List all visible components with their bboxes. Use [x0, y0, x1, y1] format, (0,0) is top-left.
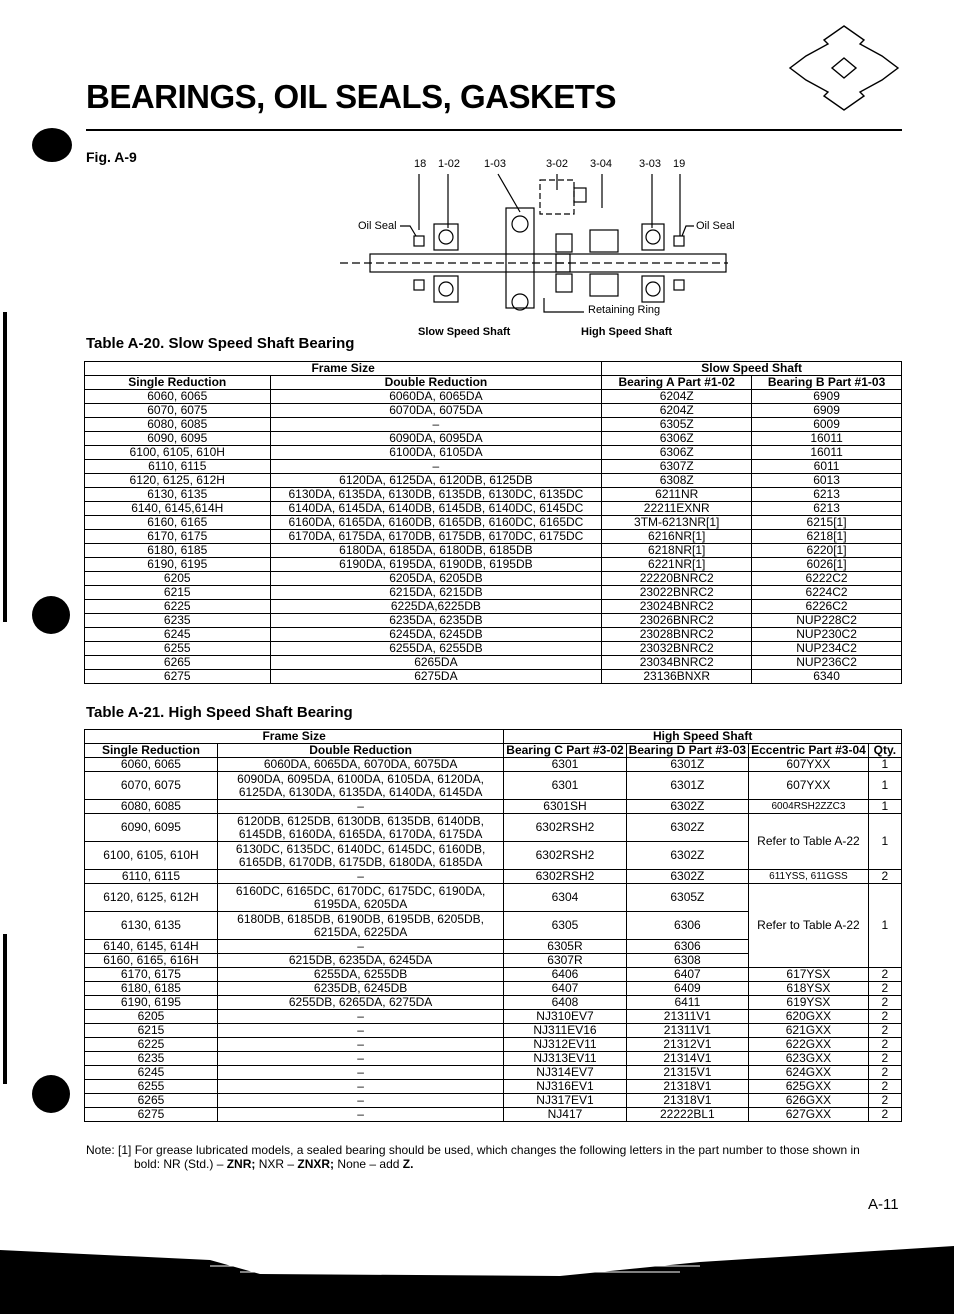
table-cell: 6305 [504, 912, 626, 940]
margin-mark [32, 1075, 70, 1113]
table-cell: 6215DA, 6215DB [270, 586, 602, 600]
table-cell: 3TM-6213NR[1] [602, 516, 752, 530]
table-cell: 6411 [626, 996, 748, 1010]
table-row [85, 1038, 902, 1052]
table-cell: 6302Z [626, 800, 748, 814]
table-row [85, 996, 902, 1010]
slow-shaft-label: Slow Speed Shaft [418, 326, 511, 338]
table-cell: 6204Z [602, 404, 752, 418]
note-line-1: Note: [1] For grease lubricated models, a sealed bearing should be used, which changes the following letters in the part number to those shown in [86, 1143, 860, 1157]
table-cell: 627GXX [749, 1108, 869, 1122]
table-cell: 6120, 6125, 612H [85, 884, 218, 912]
table-cell: 6070, 6075 [85, 772, 218, 800]
table-cell: 6160, 6165, 616H [85, 954, 218, 968]
slow-speed-bearing-table [84, 361, 902, 684]
table-cell: 6255DB, 6265DA, 6275DA [217, 996, 503, 1010]
table-cell: 6216NR[1] [602, 530, 752, 544]
table-cell: 2 [868, 1038, 901, 1052]
table-cell: 6130, 6135 [85, 488, 271, 502]
table-cell: 6140, 6145,614H [85, 502, 271, 516]
qty-header: Qty. [868, 744, 901, 758]
table-cell: 6215[1] [752, 516, 902, 530]
table-cell: 6302Z [626, 842, 748, 870]
table-cell: 6215 [85, 586, 271, 600]
table-cell: 6275DA [270, 670, 602, 684]
table-cell: 6265 [85, 656, 271, 670]
table-row [85, 800, 902, 814]
table-cell: 6225 [85, 1038, 218, 1052]
table-cell: 1 [868, 772, 901, 800]
table-cell: 6409 [626, 982, 748, 996]
table-cell: 6180DA, 6185DA, 6180DB, 6185DB [270, 544, 602, 558]
title-rule [86, 129, 902, 131]
scan-edge-mark [3, 312, 7, 622]
table-cell: 6180, 6185 [85, 544, 271, 558]
table-row [85, 614, 902, 628]
table-cell: 6265DA [270, 656, 602, 670]
shaft-bearing-diagram [330, 150, 750, 345]
page-number: A-11 [868, 1196, 899, 1213]
table-cell: 6909 [752, 404, 902, 418]
table-cell: 6305R [504, 940, 626, 954]
table-cell: 6407 [626, 968, 748, 982]
table-cell: 6909 [752, 390, 902, 404]
table-cell: 1 [868, 884, 901, 968]
table-row [85, 474, 902, 488]
table-cell: 6275 [85, 1108, 218, 1122]
frame-size-header: Frame Size [85, 730, 504, 744]
table-cell: 6100, 6105, 610H [85, 842, 218, 870]
table-row [85, 884, 902, 912]
bearing-d-header: Bearing D Part #3-03 [626, 744, 748, 758]
table-cell: 2 [868, 1108, 901, 1122]
table-cell: NUP230C2 [752, 628, 902, 642]
table-cell: 6120DB, 6125DB, 6130DB, 6135DB, 6140DB, 6145DB, 6160DA, 6165DA, 6170DA, 6175DA [217, 814, 503, 842]
high-speed-bearing-table [84, 729, 902, 1122]
table-cell: 23024BNRC2 [602, 600, 752, 614]
table-cell: – [270, 460, 602, 474]
table-cell: – [217, 1052, 503, 1066]
diamond-logo-icon [786, 22, 902, 114]
table-cell: 6180DB, 6185DB, 6190DB, 6195DB, 6205DB, 6215DA, 6225DA [217, 912, 503, 940]
table-cell: 6340 [752, 670, 902, 684]
table-cell: 6255 [85, 1080, 218, 1094]
table-cell: 625GXX [749, 1080, 869, 1094]
table-row [85, 432, 902, 446]
table-cell: 6301Z [626, 758, 748, 772]
table-cell: 6060, 6065 [85, 758, 218, 772]
table-cell: 6120, 6125, 612H [85, 474, 271, 488]
table-cell: 6110, 6115 [85, 870, 218, 884]
table-cell: – [217, 870, 503, 884]
table-cell: 6160DA, 6165DA, 6160DB, 6165DB, 6160DC, 6165DC [270, 516, 602, 530]
table-cell: 6301 [504, 758, 626, 772]
table-cell: 6301 [504, 772, 626, 800]
bearing-a-header: Bearing A Part #1-02 [602, 376, 752, 390]
table-cell: 1 [868, 758, 901, 772]
table-cell: 2 [868, 870, 901, 884]
table-cell: 617YSX [749, 968, 869, 982]
table-cell: 6255DA, 6255DB [270, 642, 602, 656]
table-cell: 2 [868, 1080, 901, 1094]
note-bold: Z. [402, 1157, 414, 1171]
table-cell: 6011 [752, 460, 902, 474]
table-cell: 6301Z [626, 772, 748, 800]
double-reduction-header: Double Reduction [270, 376, 602, 390]
table-row [85, 772, 902, 800]
table-cell: 6306 [626, 940, 748, 954]
table-cell: 6205 [85, 572, 271, 586]
table-row [85, 1108, 902, 1122]
table-cell: 21312V1 [626, 1038, 748, 1052]
table-cell: 22220BNRC2 [602, 572, 752, 586]
footnote [86, 1143, 902, 1171]
table-cell: NUP236C2 [752, 656, 902, 670]
table-cell: 6226C2 [752, 600, 902, 614]
table-cell: – [217, 800, 503, 814]
table-row [85, 502, 902, 516]
table-cell: 6060DA, 6065DA [270, 390, 602, 404]
eccentric-header: Eccentric Part #3-04 [749, 744, 869, 758]
table-cell: 6026[1] [752, 558, 902, 572]
table-cell: 6307Z [602, 460, 752, 474]
high-shaft-header: High Speed Shaft [504, 730, 902, 744]
table-cell: 626GXX [749, 1094, 869, 1108]
table-cell: 6235 [85, 1052, 218, 1066]
table-cell: 21318V1 [626, 1080, 748, 1094]
table-cell: 21315V1 [626, 1066, 748, 1080]
table-row [85, 1010, 902, 1024]
table-cell: 21318V1 [626, 1094, 748, 1108]
table-cell: – [217, 1108, 503, 1122]
table-cell: 2 [868, 1094, 901, 1108]
table-a21-title: Table A-21. High Speed Shaft Bearing [86, 704, 353, 721]
table-cell: NJ310EV7 [504, 1010, 626, 1024]
table-cell: 6306 [626, 912, 748, 940]
table-cell: 6308 [626, 954, 748, 968]
table-cell: – [217, 1010, 503, 1024]
table-row [85, 814, 902, 842]
table-cell: 6205 [85, 1010, 218, 1024]
note-bold: ZNR; [226, 1157, 256, 1171]
table-cell: 6235DA, 6235DB [270, 614, 602, 628]
single-reduction-header: Single Reduction [85, 376, 271, 390]
table-row [85, 586, 902, 600]
bearing-b-header: Bearing B Part #1-03 [752, 376, 902, 390]
table-cell: 6013 [752, 474, 902, 488]
callout-18: 18 [414, 158, 427, 170]
table-row [85, 544, 902, 558]
table-cell: 6130DA, 6135DA, 6130DB, 6135DB, 6130DC, 6135DC [270, 488, 602, 502]
table-cell: 2 [868, 996, 901, 1010]
table-cell: 621GXX [749, 1024, 869, 1038]
table-cell: 6100, 6105, 610H [85, 446, 271, 460]
table-cell: 6304 [504, 884, 626, 912]
table-row [85, 968, 902, 982]
table-cell: 21311V1 [626, 1010, 748, 1024]
table-cell: 23032BNRC2 [602, 642, 752, 656]
note-text: bold: NR (Std.) – [134, 1157, 227, 1171]
table-cell: 6170DA, 6175DA, 6170DB, 6175DB, 6170DC, 6175DC [270, 530, 602, 544]
table-cell: 620GXX [749, 1010, 869, 1024]
table-cell: 6302RSH2 [504, 842, 626, 870]
table-cell: 6225DA,6225DB [270, 600, 602, 614]
table-cell: 6140, 6145, 614H [85, 940, 218, 954]
retaining-ring-label: Retaining Ring [588, 304, 661, 316]
table-cell: 6302Z [626, 870, 748, 884]
table-cell: 6235DB, 6245DB [217, 982, 503, 996]
margin-mark [32, 128, 72, 162]
single-reduction-header: Single Reduction [85, 744, 218, 758]
table-cell: 6090, 6095 [85, 432, 271, 446]
table-row [85, 530, 902, 544]
table-cell: 2 [868, 1010, 901, 1024]
table-cell: 6215 [85, 1024, 218, 1038]
table-row [85, 628, 902, 642]
table-cell: 16011 [752, 432, 902, 446]
table-cell: 6190, 6195 [85, 996, 218, 1010]
table-cell: 6180, 6185 [85, 982, 218, 996]
table-cell: Refer to Table A-22 [749, 884, 869, 968]
table-cell: 6090DA, 6095DA, 6100DA, 6105DA, 6120DA, 6125DA, 6130DA, 6135DA, 6140DA, 6145DA [217, 772, 503, 800]
table-row [85, 418, 902, 432]
table-cell: 6170, 6175 [85, 968, 218, 982]
table-cell: 619YSX [749, 996, 869, 1010]
table-cell: 6255 [85, 642, 271, 656]
table-cell: 6255DA, 6255DB [217, 968, 503, 982]
table-row [85, 982, 902, 996]
table-row [85, 558, 902, 572]
table-row [85, 870, 902, 884]
table-cell: 6100DA, 6105DA [270, 446, 602, 460]
table-cell: 2 [868, 968, 901, 982]
table-cell: 6130DC, 6135DC, 6140DC, 6145DC, 6160DB, 6165DB, 6170DB, 6175DB, 6180DA, 6185DA [217, 842, 503, 870]
figure-label: Fig. A-9 [86, 149, 137, 165]
table-cell: 6090DA, 6095DA [270, 432, 602, 446]
table-cell: 611YSS, 611GSS [749, 870, 869, 884]
table-cell: 6070DA, 6075DA [270, 404, 602, 418]
table-cell: NUP228C2 [752, 614, 902, 628]
table-cell: 6221NR[1] [602, 558, 752, 572]
frame-size-header: Frame Size [85, 362, 602, 376]
table-row [85, 656, 902, 670]
table-cell: 6218[1] [752, 530, 902, 544]
table-cell: 6160DC, 6165DC, 6170DC, 6175DC, 6190DA, 6195DA, 6205DA [217, 884, 503, 912]
table-cell: NUP234C2 [752, 642, 902, 656]
table-cell: – [217, 1094, 503, 1108]
oil-seal-left-label: Oil Seal [358, 220, 397, 232]
table-row [85, 488, 902, 502]
note-bold: ZNXR; [297, 1157, 335, 1171]
table-cell: 6306Z [602, 432, 752, 446]
table-cell: 2 [868, 1052, 901, 1066]
table-cell: 6140DA, 6145DA, 6140DB, 6145DB, 6140DC, 6145DC [270, 502, 602, 516]
table-cell: 6407 [504, 982, 626, 996]
table-cell: 6215DB, 6235DA, 6245DA [217, 954, 503, 968]
table-cell: – [217, 1024, 503, 1038]
table-row [85, 1094, 902, 1108]
table-row [85, 1052, 902, 1066]
callout-3-02: 3-02 [546, 158, 569, 170]
table-cell: 6080, 6085 [85, 418, 271, 432]
table-cell: NJ312EV11 [504, 1038, 626, 1052]
table-cell: 23034BNRC2 [602, 656, 752, 670]
table-cell: 6222C2 [752, 572, 902, 586]
table-row [85, 670, 902, 684]
table-cell: NJ314EV7 [504, 1066, 626, 1080]
table-cell: 623GXX [749, 1052, 869, 1066]
table-cell: 6110, 6115 [85, 460, 271, 474]
table-row [85, 460, 902, 474]
note-text: None – add [334, 1157, 403, 1171]
table-cell: 624GXX [749, 1066, 869, 1080]
table-cell: 6090, 6095 [85, 814, 218, 842]
scan-edge-mark [3, 934, 7, 1084]
table-cell: 23028BNRC2 [602, 628, 752, 642]
table-cell: 6301SH [504, 800, 626, 814]
table-cell: 6060, 6065 [85, 390, 271, 404]
table-cell: 607YXX [749, 758, 869, 772]
table-row [85, 404, 902, 418]
table-cell: 6408 [504, 996, 626, 1010]
table-cell: 21314V1 [626, 1052, 748, 1066]
table-cell: 6009 [752, 418, 902, 432]
callout-1-02: 1-02 [438, 158, 461, 170]
table-cell: 6205DA, 6205DB [270, 572, 602, 586]
table-cell: 6204Z [602, 390, 752, 404]
table-cell: 6305Z [602, 418, 752, 432]
table-cell: 23022BNRC2 [602, 586, 752, 600]
table-cell: 6305Z [626, 884, 748, 912]
table-cell: 6224C2 [752, 586, 902, 600]
table-cell: – [217, 1066, 503, 1080]
table-row [85, 1024, 902, 1038]
table-cell: 6275 [85, 670, 271, 684]
page-title: BEARINGS, OIL SEALS, GASKETS [86, 78, 616, 115]
table-cell: 6004RSH2ZZC3 [749, 800, 869, 814]
table-cell: 6302RSH2 [504, 814, 626, 842]
table-cell: 23026BNRC2 [602, 614, 752, 628]
table-cell: 6265 [85, 1094, 218, 1108]
table-cell: 6302Z [626, 814, 748, 842]
callout-3-03: 3-03 [639, 158, 662, 170]
table-row [85, 516, 902, 530]
table-cell: 6406 [504, 968, 626, 982]
table-cell: NJ316EV1 [504, 1080, 626, 1094]
table-cell: 6213 [752, 488, 902, 502]
table-cell: 2 [868, 1066, 901, 1080]
table-row [85, 642, 902, 656]
scan-bottom-band [0, 1238, 954, 1314]
note-line-2 [86, 1157, 902, 1171]
callout-3-04: 3-04 [590, 158, 613, 170]
table-row [85, 390, 902, 404]
table-cell: 22211EXNR [602, 502, 752, 516]
table-cell: 6218NR[1] [602, 544, 752, 558]
table-cell: 22222BL1 [626, 1108, 748, 1122]
table-cell: 6060DA, 6065DA, 6070DA, 6075DA [217, 758, 503, 772]
margin-mark [32, 596, 70, 634]
table-cell: 607YXX [749, 772, 869, 800]
table-row [85, 600, 902, 614]
note-text: NXR – [255, 1157, 298, 1171]
table-cell: NJ417 [504, 1108, 626, 1122]
bearing-c-header: Bearing C Part #3-02 [504, 744, 626, 758]
table-cell: 1 [868, 814, 901, 870]
table-cell: 2 [868, 982, 901, 996]
table-cell: 6225 [85, 600, 271, 614]
table-cell: 6190DA, 6195DA, 6190DB, 6195DB [270, 558, 602, 572]
table-cell: 6245DA, 6245DB [270, 628, 602, 642]
table-row [85, 446, 902, 460]
table-cell: 6213 [752, 502, 902, 516]
slow-shaft-header: Slow Speed Shaft [602, 362, 902, 376]
table-cell: – [217, 1080, 503, 1094]
table-cell: 6211NR [602, 488, 752, 502]
table-cell: Refer to Table A-22 [749, 814, 869, 870]
table-cell: 6245 [85, 628, 271, 642]
callout-1-03: 1-03 [484, 158, 507, 170]
high-shaft-label: High Speed Shaft [581, 326, 673, 338]
table-row [85, 1080, 902, 1094]
table-cell: 6308Z [602, 474, 752, 488]
table-cell: 6307R [504, 954, 626, 968]
table-row [85, 1066, 902, 1080]
table-cell: 6302RSH2 [504, 870, 626, 884]
table-cell: 618YSX [749, 982, 869, 996]
table-cell: – [217, 1038, 503, 1052]
table-cell: 2 [868, 1024, 901, 1038]
table-cell: 6070, 6075 [85, 404, 271, 418]
double-reduction-header: Double Reduction [217, 744, 503, 758]
table-cell: 6160, 6165 [85, 516, 271, 530]
table-cell: 6245 [85, 1066, 218, 1080]
table-cell: NJ313EV11 [504, 1052, 626, 1066]
table-cell: 6170, 6175 [85, 530, 271, 544]
table-cell: – [217, 940, 503, 954]
table-cell: NJ311EV16 [504, 1024, 626, 1038]
callout-19: 19 [673, 158, 686, 170]
table-cell: 6080, 6085 [85, 800, 218, 814]
table-a20-title: Table A-20. Slow Speed Shaft Bearing [86, 335, 355, 352]
table-cell: 6130, 6135 [85, 912, 218, 940]
table-cell: 6220[1] [752, 544, 902, 558]
table-cell: 6235 [85, 614, 271, 628]
table-cell: 16011 [752, 446, 902, 460]
table-cell: 6306Z [602, 446, 752, 460]
table-cell: 23136BNXR [602, 670, 752, 684]
table-cell: 1 [868, 800, 901, 814]
table-cell: 6120DA, 6125DA, 6120DB, 6125DB [270, 474, 602, 488]
table-cell: 21311V1 [626, 1024, 748, 1038]
table-cell: NJ317EV1 [504, 1094, 626, 1108]
oil-seal-right-label: Oil Seal [696, 220, 735, 232]
table-row [85, 758, 902, 772]
table-cell: 622GXX [749, 1038, 869, 1052]
table-cell: 6190, 6195 [85, 558, 271, 572]
table-cell: – [270, 418, 602, 432]
table-row [85, 572, 902, 586]
